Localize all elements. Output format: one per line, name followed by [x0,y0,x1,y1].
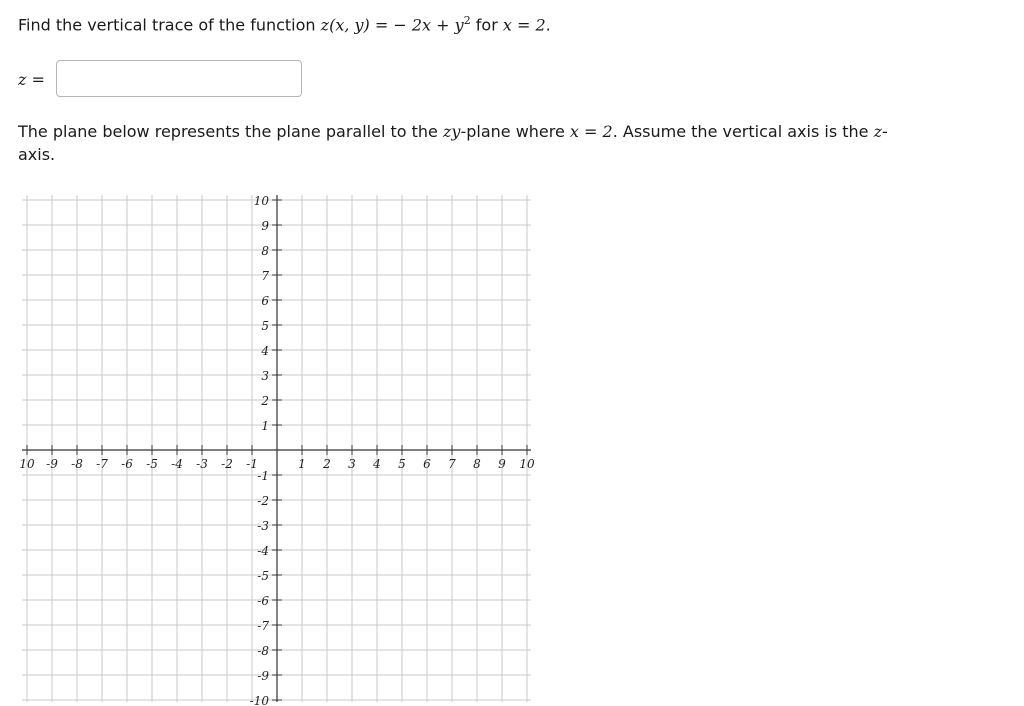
x-tick-label: -6 [121,457,133,471]
x-tick-label: 9 [498,457,506,471]
plane-text-2: -plane where [460,122,570,141]
y-tick-label: -1 [257,469,269,483]
period: . [545,15,551,35]
y-tick-label: -9 [257,669,269,683]
y-tick-label: -8 [257,644,269,658]
x-tick-label: -3 [196,457,208,471]
y-tick-label: 8 [261,244,269,258]
x-tick-label: -1 [246,457,258,471]
x-tick-label: -5 [146,457,158,471]
y-tick-label: 6 [261,294,269,308]
x-tick-label: 2 [323,457,331,471]
x-tick-label: -2 [221,457,233,471]
for-word: for [470,15,503,35]
y-tick-label: 1 [261,419,269,433]
y-tick-label: 3 [261,369,269,383]
equals-sign: = [369,15,394,35]
y-tick-label: 4 [261,344,269,358]
x-tick-label: 8 [473,457,481,471]
x-tick-label: 10 [19,457,35,471]
plane-text-3: . Assume the vertical axis is the [612,122,874,141]
condition: x = 2 [502,15,546,35]
y-tick-label: 2 [261,394,269,408]
plane-text-4: -axis. [18,122,888,164]
x-tick-label: -8 [71,457,83,471]
y-tick-label: 7 [261,269,269,283]
plane-condition: x = 2 [569,122,613,141]
x-tick-label: 10 [519,457,535,471]
plane-var: zy [442,122,461,141]
x-tick-label: 4 [373,457,381,471]
y-tick-label: -10 [249,694,269,706]
y-tick-label: -3 [257,519,269,533]
function-name: z(x, y) [320,15,370,35]
answer-label: z = [18,70,45,89]
x-tick-label: 7 [448,457,456,471]
y-tick-label: 9 [261,219,269,233]
x-tick-label: -7 [96,457,108,471]
y-tick-label: 10 [253,194,269,208]
exponent: 2 [463,14,471,27]
x-tick-label: 6 [423,457,431,471]
x-tick-label: 3 [348,457,356,471]
y-tick-label: -6 [257,594,269,608]
x-tick-label: 1 [298,457,306,471]
function-expression: − 2x + y [393,15,464,35]
plane-text-1: The plane below represents the plane parallel to the [18,122,443,141]
question-prefix: Find the vertical trace of the function [18,15,321,35]
y-tick-label: -5 [257,569,269,583]
y-tick-label: -2 [257,494,269,508]
y-tick-label: 5 [261,319,269,333]
x-tick-label: 5 [398,457,406,471]
x-tick-label: -4 [171,457,183,471]
axis-var: z [873,122,883,141]
y-tick-label: -4 [257,544,269,558]
y-tick-label: -7 [257,619,269,633]
x-tick-label: -9 [46,457,58,471]
